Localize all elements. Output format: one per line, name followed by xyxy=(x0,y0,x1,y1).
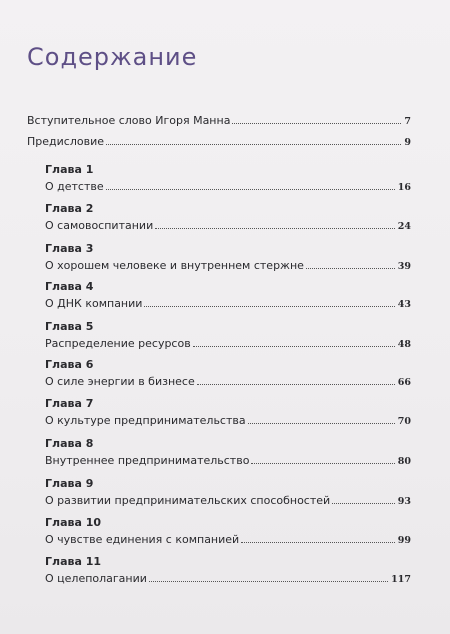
toc-page-number: 70 xyxy=(397,416,411,427)
toc-entry-chapter-3 xyxy=(45,259,411,274)
dot-leader xyxy=(197,384,395,385)
chapter-label-1: Глава 1 xyxy=(45,163,94,176)
dot-leader xyxy=(232,123,401,124)
chapter-label-9: Глава 9 xyxy=(45,477,94,490)
chapter-label-7: Глава 7 xyxy=(45,397,94,410)
chapter-label-5: Глава 5 xyxy=(45,320,94,333)
toc-entry-text: О самовоспитании xyxy=(45,219,154,232)
toc-page-number: 66 xyxy=(397,377,411,388)
toc-entry-foreword-by-igor-mann xyxy=(27,114,411,129)
toc-entry-text: Внутреннее предпринимательство xyxy=(45,454,250,467)
toc-page-number: 93 xyxy=(397,496,411,507)
toc-page-number: 80 xyxy=(397,456,411,467)
toc-page-number: 43 xyxy=(397,299,411,310)
toc-entry-chapter-8 xyxy=(45,454,411,469)
dot-leader xyxy=(251,463,394,464)
toc-entry-chapter-9 xyxy=(45,494,411,509)
dot-leader xyxy=(106,144,401,145)
toc-entry-chapter-2 xyxy=(45,219,411,234)
dot-leader xyxy=(241,542,395,543)
toc-entry-text: О чувстве единения с компанией xyxy=(45,533,240,546)
chapter-label-4: Глава 4 xyxy=(45,280,94,293)
toc-page-number: 39 xyxy=(397,261,411,272)
page-title: Содержание xyxy=(27,43,198,71)
toc-entry-preface xyxy=(27,135,411,150)
toc-entry-text: О целеполагании xyxy=(45,572,147,585)
toc-entry-chapter-10 xyxy=(45,533,411,548)
toc-entry-chapter-11 xyxy=(45,572,411,587)
chapter-label-6: Глава 6 xyxy=(45,358,94,371)
toc-entry-chapter-5 xyxy=(45,337,411,352)
dot-leader xyxy=(155,228,395,229)
dot-leader xyxy=(332,503,395,504)
chapter-label-8: Глава 8 xyxy=(45,437,94,450)
dot-leader xyxy=(144,306,394,307)
toc-page-number: 48 xyxy=(397,339,411,350)
toc-entry-text: Распределение ресурсов xyxy=(45,337,191,350)
toc-entry-text: О детстве xyxy=(45,180,104,193)
dot-leader xyxy=(193,346,395,347)
toc-page-number: 117 xyxy=(391,574,411,585)
toc-entry-chapter-6 xyxy=(45,375,411,390)
chapter-label-3: Глава 3 xyxy=(45,242,94,255)
chapter-label-10: Глава 10 xyxy=(45,516,102,529)
toc-entry-text: О ДНК компании xyxy=(45,297,143,310)
toc-entry-text: Вступительное слово Игоря Манна xyxy=(27,114,231,127)
dot-leader xyxy=(306,268,395,269)
toc-page-number: 24 xyxy=(397,221,411,232)
toc-page-number: 99 xyxy=(397,535,411,546)
chapter-label-11: Глава 11 xyxy=(45,555,102,568)
toc-entry-text: О силе энергии в бизнесе xyxy=(45,375,195,388)
toc-entry-chapter-4 xyxy=(45,297,411,312)
toc-page-number: 16 xyxy=(397,182,411,193)
toc-entry-text: О культуре предпринимательства xyxy=(45,414,246,427)
dot-leader xyxy=(248,423,395,424)
toc-page-number: 9 xyxy=(404,137,411,148)
dot-leader xyxy=(149,581,388,582)
toc-entry-text: Предисловие xyxy=(27,135,104,148)
toc-entry-text: О развитии предпринимательских способностей xyxy=(45,494,331,507)
toc-entry-text: О хорошем человеке и внутреннем стержне xyxy=(45,259,304,272)
dot-leader xyxy=(106,189,395,190)
toc-page-number: 7 xyxy=(404,116,411,127)
toc-entry-chapter-7 xyxy=(45,414,411,429)
toc-entry-chapter-1 xyxy=(45,180,411,195)
chapter-label-2: Глава 2 xyxy=(45,202,94,215)
